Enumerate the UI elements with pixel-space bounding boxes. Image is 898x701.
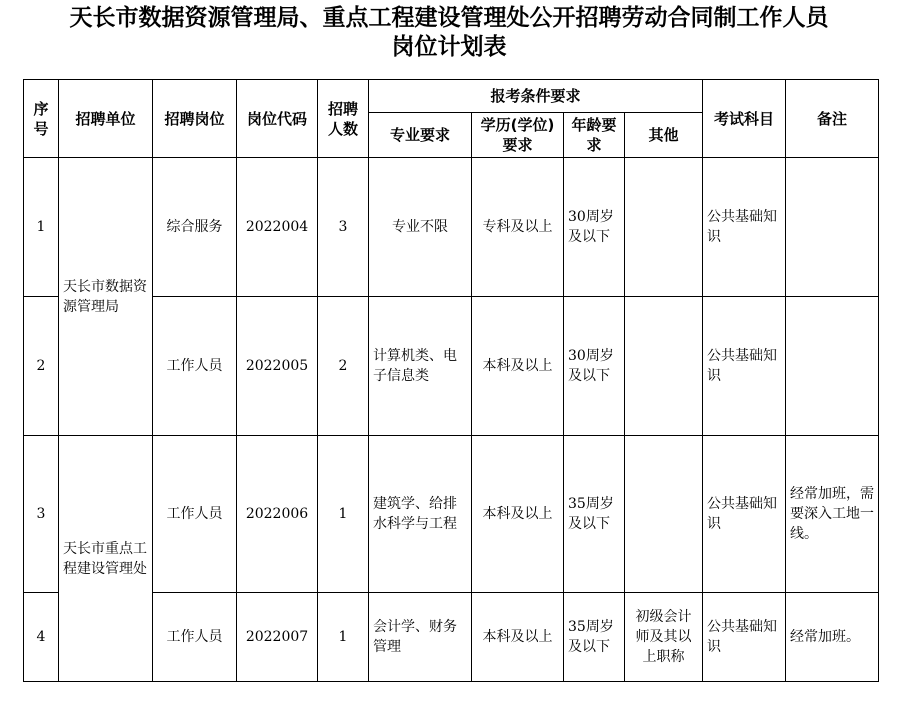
header-age: 年龄要求: [564, 113, 625, 158]
cell-unit-key-projects: 天长市重点工程建设管理处: [59, 436, 153, 682]
cell-exam: 公共基础知识: [703, 158, 786, 297]
cell-exam: 公共基础知识: [703, 436, 786, 593]
cell-remarks: 经常加班。: [786, 593, 879, 682]
title-line-1: 天长市数据资源管理局、重点工程建设管理处公开招聘劳动合同制工作人员: [69, 5, 829, 31]
cell-other: 初级会计师及其以上职称: [625, 593, 703, 682]
cell-major: 专业不限: [369, 158, 472, 297]
header-code: 岗位代码: [237, 80, 318, 158]
cell-seq: 2: [24, 297, 59, 436]
cell-other: [625, 158, 703, 297]
header-exam: 考试科目: [703, 80, 786, 158]
cell-position: 工作人员: [153, 297, 237, 436]
cell-education: 本科及以上: [472, 436, 564, 593]
cell-position: 工作人员: [153, 436, 237, 593]
page-title: [0, 4, 898, 62]
cell-code: 2022004: [237, 158, 318, 297]
cell-age: 30周岁及以下: [564, 297, 625, 436]
header-count: 招聘人数: [318, 80, 369, 158]
table-row: [24, 436, 879, 593]
cell-count: 2: [318, 297, 369, 436]
recruitment-plan-table: [23, 79, 879, 682]
cell-other: [625, 436, 703, 593]
cell-education: 本科及以上: [472, 593, 564, 682]
cell-other: [625, 297, 703, 436]
cell-code: 2022005: [237, 297, 318, 436]
cell-seq: 4: [24, 593, 59, 682]
header-seq: 序号: [24, 80, 59, 158]
cell-position: 工作人员: [153, 593, 237, 682]
header-row-1: [24, 80, 879, 113]
header-conditions: 报考条件要求: [369, 80, 703, 113]
cell-remarks: [786, 158, 879, 297]
cell-education: 本科及以上: [472, 297, 564, 436]
header-major: 专业要求: [369, 113, 472, 158]
cell-age: 35周岁及以下: [564, 593, 625, 682]
cell-age: 30周岁及以下: [564, 158, 625, 297]
cell-count: 3: [318, 158, 369, 297]
cell-education: 专科及以上: [472, 158, 564, 297]
cell-seq: 1: [24, 158, 59, 297]
header-remarks: 备注: [786, 80, 879, 158]
header-education: 学历(学位)要求: [472, 113, 564, 158]
cell-exam: 公共基础知识: [703, 593, 786, 682]
cell-count: 1: [318, 436, 369, 593]
table-row: [24, 158, 879, 297]
cell-count: 1: [318, 593, 369, 682]
cell-remarks: 经常加班，需要深入工地一线。: [786, 436, 879, 593]
cell-exam: 公共基础知识: [703, 297, 786, 436]
cell-remarks: [786, 297, 879, 436]
cell-code: 2022006: [237, 436, 318, 593]
cell-code: 2022007: [237, 593, 318, 682]
header-position: 招聘岗位: [153, 80, 237, 158]
title-line-2: 岗位计划表: [391, 34, 507, 60]
header-other: 其他: [625, 113, 703, 158]
header-unit: 招聘单位: [59, 80, 153, 158]
cell-position: 综合服务: [153, 158, 237, 297]
cell-major: 会计学、财务管理: [369, 593, 472, 682]
cell-major: 计算机类、电子信息类: [369, 297, 472, 436]
cell-age: 35周岁及以下: [564, 436, 625, 593]
cell-seq: 3: [24, 436, 59, 593]
table-row: [24, 593, 879, 682]
cell-major: 建筑学、给排水科学与工程: [369, 436, 472, 593]
cell-unit-data-resources: 天长市数据资源管理局: [59, 158, 153, 436]
table-row: [24, 297, 879, 436]
